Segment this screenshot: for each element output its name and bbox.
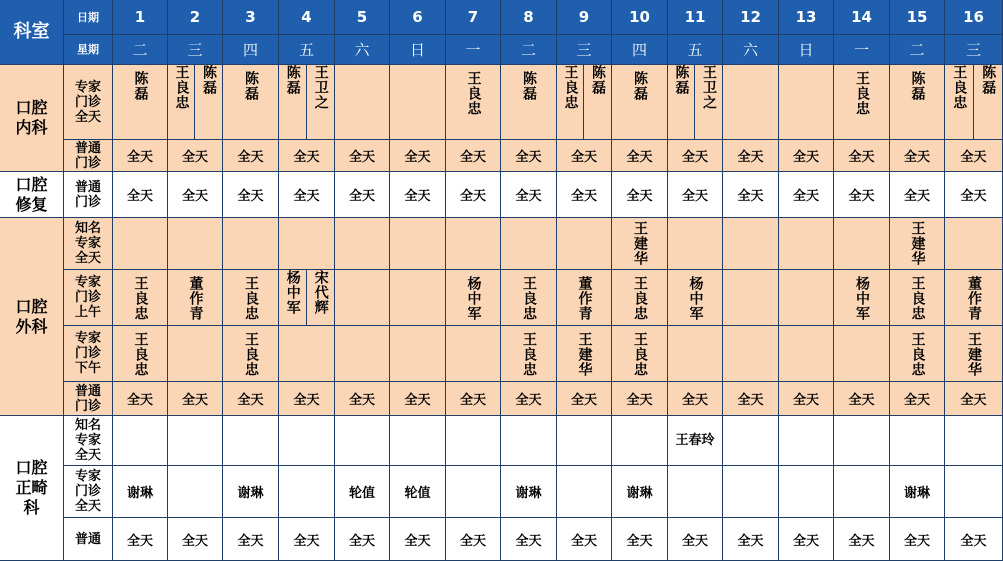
schedule-cell: 全天 (335, 382, 390, 416)
department-name: 口腔 正畸 科 (0, 416, 64, 561)
doctor-name: 谢琳 (237, 486, 264, 501)
schedule-cell (223, 466, 279, 518)
schedule-cell: 全天 (279, 172, 335, 218)
schedule-cell (501, 65, 557, 140)
schedule-cell: 全天 (390, 140, 446, 172)
schedule-cell (890, 270, 945, 326)
doctor-name: 董作青 (576, 276, 593, 321)
row-label: 专家 门诊 下午 (64, 326, 113, 382)
schedule-cell (223, 416, 279, 466)
doctor-name: 王良忠 (632, 276, 648, 321)
schedule-subcell (668, 65, 695, 139)
schedule-cell (668, 218, 723, 270)
schedule-cell: 全天 (168, 518, 223, 561)
weekday-cell: 六 (335, 35, 390, 65)
schedule-cell: 全天 (945, 140, 1003, 172)
schedule-cell: 全天 (890, 140, 945, 172)
schedule-cell: 全天 (557, 140, 612, 172)
doctor-name: 王建华 (632, 221, 648, 266)
weekday-cell: 一 (834, 35, 890, 65)
schedule-cell (168, 218, 223, 270)
schedule-cell (223, 326, 279, 382)
date-cell: 5 (335, 0, 390, 35)
schedule-cell: 全天 (501, 172, 557, 218)
schedule-cell (668, 326, 723, 382)
schedule-cell (113, 65, 168, 140)
schedule-cell: 全天 (390, 172, 446, 218)
schedule-cell: 全天 (390, 518, 446, 561)
doctor-name: 宋代辉 (312, 270, 329, 315)
schedule-cell: 全天 (723, 382, 779, 416)
schedule-cell: 全天 (945, 172, 1003, 218)
doctor-name: 谢琳 (903, 486, 930, 501)
doctor-name: 王卫之 (312, 65, 329, 110)
schedule-cell (501, 270, 557, 326)
department-name: 口腔 外科 (0, 218, 64, 416)
schedule-cell (446, 218, 501, 270)
schedule-cell: 全天 (668, 172, 723, 218)
schedule-cell: 全天 (668, 140, 723, 172)
date-cell: 2 (168, 0, 223, 35)
schedule-cell: 全天 (446, 140, 501, 172)
schedule-cell: 全天 (723, 140, 779, 172)
schedule-cell (612, 416, 668, 466)
schedule-cell (335, 270, 390, 326)
doctor-name: 陈磊 (909, 71, 926, 101)
schedule-cell (279, 416, 335, 466)
schedule-cell: 全天 (501, 382, 557, 416)
schedule-cell: 全天 (723, 172, 779, 218)
doctor-name: 王良忠 (909, 276, 926, 321)
schedule-cell (501, 466, 557, 518)
schedule-cell (501, 218, 557, 270)
schedule-cell (335, 65, 390, 140)
schedule-cell (279, 466, 335, 518)
doctor-name: 杨中军 (854, 276, 870, 321)
date-cell: 7 (446, 0, 501, 35)
doctor-name: 王春玲 (675, 432, 715, 448)
schedule-cell (446, 270, 501, 326)
schedule-cell (723, 466, 779, 518)
schedule-cell (501, 326, 557, 382)
schedule-cell (279, 65, 335, 140)
doctor-name: 陈磊 (284, 65, 301, 95)
weekday-header: 星期 (64, 35, 113, 65)
row-label: 专家 门诊 全天 (64, 466, 113, 518)
schedule-cell (446, 65, 501, 140)
schedule-cell: 全天 (945, 518, 1003, 561)
schedule-cell (668, 416, 723, 466)
schedule-cell (612, 270, 668, 326)
schedule-subcell (695, 65, 722, 139)
schedule-cell (890, 218, 945, 270)
doctor-name: 杨中军 (465, 276, 482, 321)
schedule-cell: 全天 (668, 518, 723, 561)
schedule-cell (390, 466, 446, 518)
schedule-cell: 全天 (723, 518, 779, 561)
doctor-name: 陈磊 (132, 71, 149, 101)
schedule-cell: 全天 (279, 518, 335, 561)
schedule-subcell (279, 270, 307, 325)
date-cell: 10 (612, 0, 668, 35)
schedule-cell (779, 270, 834, 326)
schedule-cell: 全天 (113, 382, 168, 416)
schedule-cell: 全天 (113, 518, 168, 561)
schedule-cell: 全天 (335, 140, 390, 172)
date-cell: 14 (834, 0, 890, 35)
schedule-cell (612, 218, 668, 270)
schedule-cell (668, 65, 723, 140)
date-cell: 6 (390, 0, 446, 35)
schedule-cell (113, 416, 168, 466)
date-cell: 15 (890, 0, 945, 35)
weekday-cell: 五 (279, 35, 335, 65)
doctor-name: 王良忠 (173, 65, 190, 110)
schedule-cell: 全天 (335, 172, 390, 218)
schedule-cell (446, 416, 501, 466)
weekday-cell: 四 (223, 35, 279, 65)
schedule-subcell (307, 270, 335, 325)
date-cell: 1 (113, 0, 168, 35)
schedule-cell: 全天 (890, 518, 945, 561)
schedule-cell (168, 466, 223, 518)
schedule-cell: 全天 (223, 140, 279, 172)
schedule-cell (890, 326, 945, 382)
doctor-name: 王良忠 (632, 332, 648, 377)
schedule-cell: 全天 (668, 382, 723, 416)
schedule-cell (723, 326, 779, 382)
schedule-cell: 全天 (779, 382, 834, 416)
doctor-name: 陈磊 (521, 71, 537, 101)
schedule-cell (446, 326, 501, 382)
weekday-cell: 五 (668, 35, 723, 65)
doctor-name: 杨中军 (284, 270, 301, 315)
schedule-cell (168, 326, 223, 382)
schedule-cell: 全天 (168, 172, 223, 218)
schedule-cell: 全天 (557, 382, 612, 416)
row-label: 普通 门诊 (64, 140, 113, 172)
schedule-cell (945, 326, 1003, 382)
schedule-cell (945, 270, 1003, 326)
schedule-cell (335, 466, 390, 518)
doctor-name: 陈磊 (632, 71, 648, 101)
schedule-cell (834, 218, 890, 270)
doctor-name: 王建华 (909, 221, 926, 266)
schedule-cell (945, 466, 1003, 518)
row-label: 专家 门诊 上午 (64, 270, 113, 326)
schedule-cell: 全天 (446, 382, 501, 416)
schedule-cell (557, 65, 612, 140)
schedule-cell: 全天 (557, 518, 612, 561)
row-label: 知名 专家 全天 (64, 416, 113, 466)
doctor-name: 陈磊 (243, 71, 259, 101)
schedule-cell (390, 416, 446, 466)
schedule-cell (723, 270, 779, 326)
doctor-name: 谢琳 (515, 486, 542, 501)
schedule-cell: 全天 (390, 382, 446, 416)
date-cell: 16 (945, 0, 1003, 35)
schedule-cell: 全天 (779, 172, 834, 218)
date-cell: 4 (279, 0, 335, 35)
schedule-cell (335, 218, 390, 270)
schedule-cell (834, 466, 890, 518)
date-cell: 13 (779, 0, 834, 35)
schedule-cell (113, 218, 168, 270)
schedule-cell: 全天 (834, 382, 890, 416)
weekday-cell: 二 (501, 35, 557, 65)
schedule-cell (557, 270, 612, 326)
schedule-cell: 全天 (279, 140, 335, 172)
schedule-cell: 全天 (612, 382, 668, 416)
weekday-cell: 日 (390, 35, 446, 65)
schedule-cell (113, 466, 168, 518)
schedule-cell (279, 326, 335, 382)
schedule-cell (501, 416, 557, 466)
schedule-cell (834, 270, 890, 326)
weekday-cell: 一 (446, 35, 501, 65)
schedule-cell (557, 416, 612, 466)
schedule-cell (390, 218, 446, 270)
schedule-subcell (307, 65, 335, 139)
schedule-cell (612, 65, 668, 140)
schedule-cell (834, 65, 890, 140)
doctor-name: 王良忠 (132, 332, 149, 377)
schedule-cell (723, 218, 779, 270)
schedule-cell (446, 466, 501, 518)
weekday-cell: 三 (945, 35, 1003, 65)
schedule-cell (223, 65, 279, 140)
weekday-cell: 六 (723, 35, 779, 65)
doctor-name: 王良忠 (243, 276, 259, 321)
date-cell: 8 (501, 0, 557, 35)
schedule-cell: 全天 (612, 140, 668, 172)
schedule-cell (834, 326, 890, 382)
doctor-name: 王良忠 (465, 71, 482, 116)
doctor-name: 轮值 (404, 486, 431, 501)
schedule-subcell (168, 65, 195, 139)
schedule-cell: 全天 (834, 518, 890, 561)
schedule-cell: 全天 (223, 382, 279, 416)
row-label: 普通 门诊 (64, 172, 113, 218)
schedule-cell (668, 270, 723, 326)
schedule-cell: 全天 (501, 140, 557, 172)
doctor-name: 王良忠 (951, 65, 968, 110)
schedule-cell: 全天 (945, 382, 1003, 416)
doctor-name: 轮值 (348, 486, 375, 501)
schedule-subcell (945, 65, 974, 139)
schedule-cell (557, 218, 612, 270)
schedule-cell (779, 466, 834, 518)
doctor-name: 王良忠 (854, 71, 870, 116)
schedule-cell: 全天 (279, 382, 335, 416)
schedule-cell (945, 416, 1003, 466)
schedule-cell: 全天 (446, 518, 501, 561)
date-cell: 11 (668, 0, 723, 35)
schedule-cell (113, 326, 168, 382)
schedule-cell: 全天 (168, 140, 223, 172)
schedule-cell: 全天 (779, 140, 834, 172)
schedule-cell: 全天 (223, 172, 279, 218)
schedule-cell (557, 326, 612, 382)
schedule-cell (890, 466, 945, 518)
schedule-cell (668, 466, 723, 518)
doctor-name: 董作青 (187, 276, 204, 321)
schedule-cell (335, 416, 390, 466)
schedule-cell (168, 416, 223, 466)
doctor-name: 杨中军 (687, 276, 704, 321)
schedule-cell: 全天 (557, 172, 612, 218)
schedule-cell (557, 466, 612, 518)
schedule-cell (723, 65, 779, 140)
doctor-name: 王良忠 (562, 65, 579, 110)
schedule-cell: 全天 (612, 172, 668, 218)
schedule-cell: 全天 (168, 382, 223, 416)
doctor-name: 王卫之 (701, 65, 717, 110)
row-label: 普通 (64, 518, 113, 561)
doctor-name: 王良忠 (909, 332, 926, 377)
schedule-cell (779, 326, 834, 382)
schedule-cell (945, 218, 1003, 270)
schedule-cell: 全天 (501, 518, 557, 561)
schedule-cell: 全天 (612, 518, 668, 561)
doctor-name: 王建华 (576, 332, 593, 377)
schedule-cell (113, 270, 168, 326)
schedule-cell: 全天 (113, 140, 168, 172)
schedule-cell: 全天 (779, 518, 834, 561)
schedule-cell (890, 65, 945, 140)
doctor-name: 王良忠 (132, 276, 149, 321)
schedule-cell: 全天 (113, 172, 168, 218)
department-name: 口腔 修复 (0, 172, 64, 218)
doctor-name: 董作青 (966, 276, 982, 321)
doctor-name: 陈磊 (201, 65, 217, 95)
doctor-name: 谢琳 (626, 486, 653, 501)
schedule-cell: 全天 (335, 518, 390, 561)
schedule-subcell (279, 65, 307, 139)
schedule-cell: 全天 (890, 172, 945, 218)
doctor-name: 王良忠 (521, 276, 537, 321)
schedule-cell (223, 218, 279, 270)
schedule-cell: 全天 (223, 518, 279, 561)
schedule-cell (279, 270, 335, 326)
schedule-subcell (584, 65, 611, 139)
doctor-name: 陈磊 (673, 65, 690, 95)
schedule-cell: 全天 (834, 172, 890, 218)
weekday-cell: 四 (612, 35, 668, 65)
weekday-cell: 三 (557, 35, 612, 65)
schedule-cell (612, 326, 668, 382)
row-label: 普通 门诊 (64, 382, 113, 416)
schedule-cell (390, 326, 446, 382)
doctor-name: 陈磊 (980, 65, 997, 95)
row-label: 专家 门诊 全天 (64, 65, 113, 140)
schedule-subcell (974, 65, 1003, 139)
weekday-cell: 三 (168, 35, 223, 65)
schedule-subcell (195, 65, 222, 139)
doctor-name: 谢琳 (126, 486, 153, 501)
schedule-cell: 全天 (890, 382, 945, 416)
schedule-cell (834, 416, 890, 466)
schedule-cell (223, 270, 279, 326)
date-header: 日期 (64, 0, 113, 35)
schedule-cell (945, 65, 1003, 140)
schedule-cell (279, 218, 335, 270)
weekday-cell: 日 (779, 35, 834, 65)
doctor-name: 陈磊 (590, 65, 606, 95)
schedule-cell (390, 65, 446, 140)
schedule-cell (390, 270, 446, 326)
schedule-cell (779, 416, 834, 466)
schedule-cell: 全天 (446, 172, 501, 218)
date-cell: 12 (723, 0, 779, 35)
schedule-cell (168, 65, 223, 140)
schedule-cell (723, 416, 779, 466)
date-cell: 9 (557, 0, 612, 35)
department-name: 口腔 内科 (0, 65, 64, 172)
schedule-cell (612, 466, 668, 518)
weekday-cell: 二 (113, 35, 168, 65)
schedule-cell (335, 326, 390, 382)
schedule-subcell (557, 65, 584, 139)
doctor-name: 王良忠 (521, 332, 537, 377)
doctor-name: 王良忠 (243, 332, 259, 377)
row-label: 知名 专家 全天 (64, 218, 113, 270)
date-cell: 3 (223, 0, 279, 35)
weekday-cell: 二 (890, 35, 945, 65)
schedule-cell (779, 218, 834, 270)
schedule-cell (168, 270, 223, 326)
schedule-cell (779, 65, 834, 140)
doctor-name: 王建华 (966, 332, 982, 377)
schedule-cell: 全天 (834, 140, 890, 172)
schedule-cell (890, 416, 945, 466)
dept-header: 科室 (0, 0, 64, 65)
